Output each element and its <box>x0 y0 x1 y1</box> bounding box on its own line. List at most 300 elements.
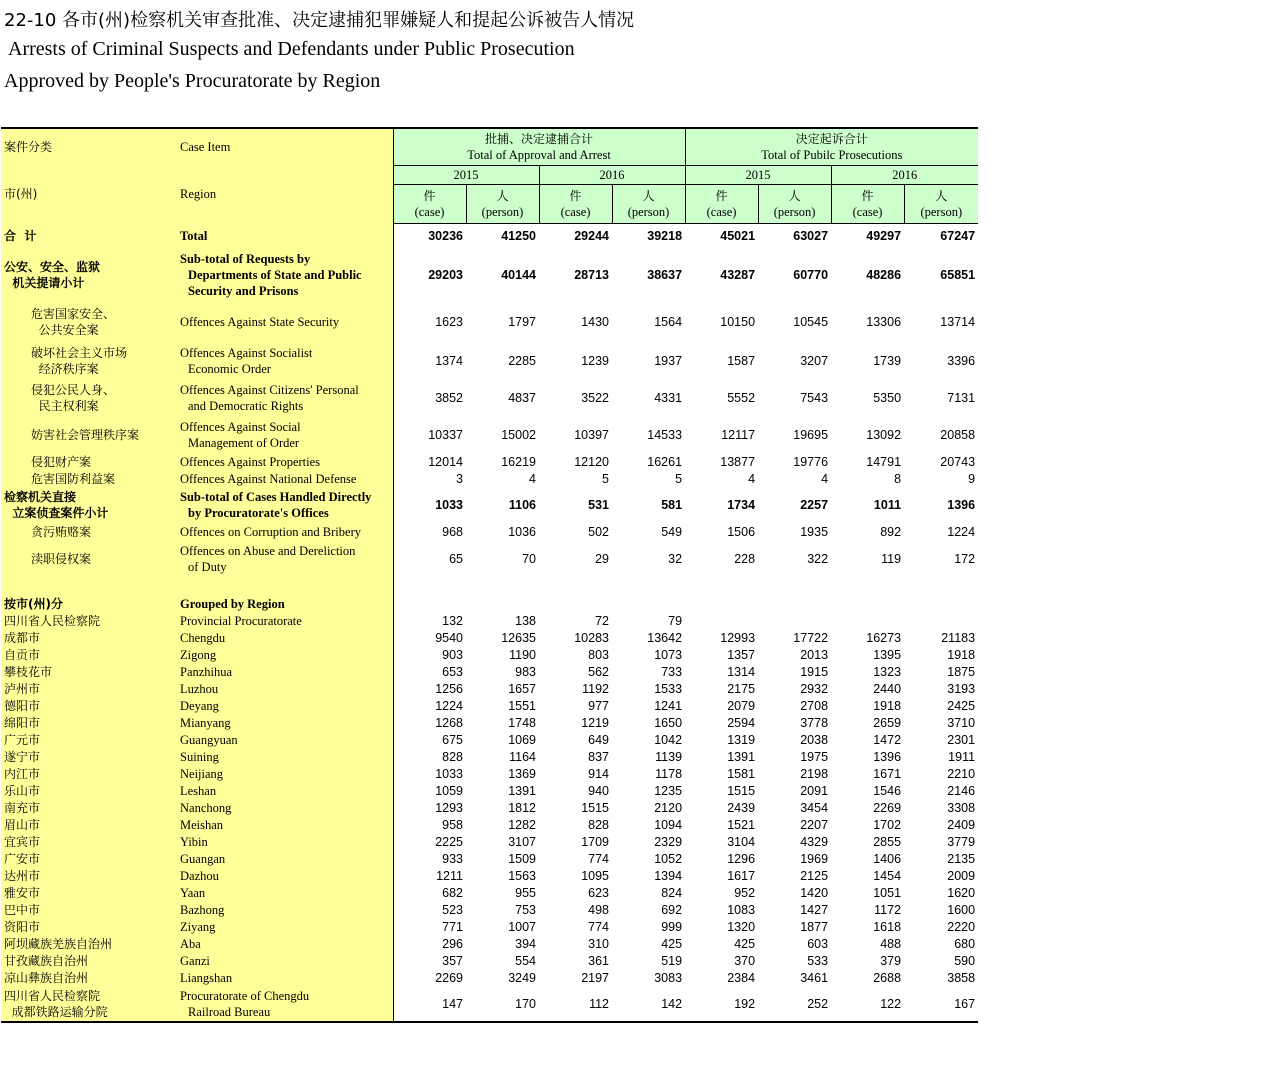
row-value: 2125 <box>800 868 829 883</box>
table-row <box>1 952 978 969</box>
row-label-zh: 破坏社会主义市场 经济秩序案 <box>1 342 177 379</box>
row-label-zh: 资阳市 <box>1 918 177 935</box>
row-value: 170 <box>466 986 539 1022</box>
table-row <box>1 986 978 1022</box>
table-title-en-line2: Approved by People's Procuratorate by Region <box>4 70 381 92</box>
row-value: 20858 <box>940 427 976 442</box>
row-value <box>904 577 978 595</box>
row-value: 32 <box>668 552 683 566</box>
row-value: 1937 <box>654 353 683 368</box>
row-value: 1427 <box>800 902 829 917</box>
row-label-zh: 内江市 <box>1 765 177 782</box>
row-value: 933 <box>442 851 463 866</box>
row-value <box>612 595 685 612</box>
row-label-en: Deyang <box>177 697 393 714</box>
row-value: 65851 <box>940 267 976 282</box>
row-label-en: Sub-total of Cases Handled Directly by Procuratorate's Offices <box>177 487 393 523</box>
row-value: 2855 <box>873 834 902 849</box>
row-value: 968 <box>442 525 463 539</box>
row-value: 1094 <box>654 817 683 832</box>
row-value: 1935 <box>800 525 829 539</box>
row-value: 940 <box>588 783 609 798</box>
row-value: 1042 <box>654 732 683 747</box>
row-label-zh: 合 计 <box>1 223 177 248</box>
table-row <box>1 918 978 935</box>
row-label-zh: 宜宾市 <box>1 833 177 850</box>
row-value: 2091 <box>800 783 829 798</box>
row-label-zh: 巴中市 <box>1 901 177 918</box>
row-value: 8 <box>894 471 902 486</box>
row-label-en: Provincial Procuratorate <box>177 612 393 629</box>
row-value: 3710 <box>947 715 976 730</box>
row-label-en: Nanchong <box>177 799 393 816</box>
row-value: 1430 <box>581 314 609 329</box>
row-value: 1033 <box>435 766 463 781</box>
row-value: 533 <box>807 953 829 968</box>
row-value: 14791 <box>866 454 902 469</box>
row-value: 914 <box>588 766 609 781</box>
row-value: 379 <box>880 953 902 968</box>
row-value: 112 <box>539 986 612 1022</box>
row-value: 7543 <box>800 390 829 405</box>
row-value: 60770 <box>793 267 829 282</box>
row-value: 10545 <box>793 314 829 329</box>
row-value: 2120 <box>654 800 683 815</box>
row-value: 2009 <box>947 868 976 883</box>
row-value: 1600 <box>947 902 976 917</box>
row-value: 1533 <box>654 681 683 696</box>
row-value: 1509 <box>508 851 536 866</box>
header-region-en: Region <box>177 165 393 223</box>
header-unit-person: 人 (person) <box>904 184 978 223</box>
table-row <box>1 833 978 850</box>
row-label-zh: 妨害社会管理秩序案 <box>1 416 177 453</box>
row-value: 20743 <box>940 454 976 469</box>
row-value: 2225 <box>435 834 463 849</box>
row-label-zh: 侵犯财产案 <box>1 453 177 470</box>
row-value: 1323 <box>873 664 902 679</box>
row-value: 1472 <box>873 732 902 747</box>
row-value: 771 <box>442 919 463 934</box>
table-row <box>1 901 978 918</box>
row-value: 14533 <box>647 427 683 442</box>
row-label-en: Dazhou <box>177 867 393 884</box>
table-row <box>1 935 978 952</box>
row-value: 394 <box>515 936 536 951</box>
table-row <box>1 416 978 453</box>
table-row <box>1 782 978 799</box>
row-value: 2384 <box>727 970 756 985</box>
row-value: 562 <box>588 664 609 679</box>
row-label-zh <box>1 577 177 595</box>
row-value: 1650 <box>654 715 683 730</box>
row-label-en: Neijiang <box>177 765 393 782</box>
row-value: 1581 <box>727 766 756 781</box>
row-value: 1192 <box>582 681 609 696</box>
header-year-2015-prosecution: 2015 <box>685 165 831 184</box>
row-value: 1033 <box>435 498 463 512</box>
row-value: 322 <box>807 552 829 566</box>
table-row <box>1 748 978 765</box>
row-label-en: Meishan <box>177 816 393 833</box>
row-label-en: Suining <box>177 748 393 765</box>
table-row <box>1 223 978 248</box>
row-value: 2440 <box>873 681 902 696</box>
row-value: 1546 <box>873 783 902 798</box>
row-value <box>904 595 978 612</box>
row-value: 9540 <box>435 630 463 645</box>
row-value: 1396 <box>873 749 902 764</box>
header-unit-case: 件 (case) <box>539 184 612 223</box>
row-value: 49297 <box>866 228 902 243</box>
row-value <box>685 595 758 612</box>
table-row <box>1 816 978 833</box>
row-value: 3461 <box>800 970 829 985</box>
row-value: 3083 <box>654 970 683 985</box>
row-label-en: Procuratorate of Chengdu Railroad Bureau <box>177 986 393 1022</box>
row-value: 5552 <box>727 390 756 405</box>
row-value: 2425 <box>947 698 976 713</box>
row-value: 680 <box>954 936 976 951</box>
row-value: 2688 <box>873 970 902 985</box>
row-label-zh: 眉山市 <box>1 816 177 833</box>
row-value: 1059 <box>435 783 463 798</box>
table-title-en-line1: Arrests of Criminal Suspects and Defendants under Public Prosecution <box>8 38 575 60</box>
row-value: 828 <box>442 749 463 764</box>
row-label-zh: 四川省人民检察院 成都铁路运输分院 <box>1 986 177 1022</box>
table-row <box>1 487 978 523</box>
row-value: 1073 <box>654 647 683 662</box>
row-value: 13642 <box>647 630 683 645</box>
row-value <box>758 612 831 629</box>
header-unit-person: 人 (person) <box>612 184 685 223</box>
row-value: 837 <box>588 749 609 764</box>
row-label-zh: 四川省人民检察院 <box>1 612 177 629</box>
row-label-zh: 成都市 <box>1 629 177 646</box>
row-value: 13306 <box>866 314 902 329</box>
row-label-en: Offences on Abuse and Dereliction of Duty <box>177 541 393 577</box>
row-value: 5 <box>602 471 609 486</box>
row-value: 252 <box>758 986 831 1022</box>
row-value: 1268 <box>435 715 463 730</box>
table-row <box>1 714 978 731</box>
row-value: 167 <box>904 986 978 1022</box>
row-value: 1296 <box>727 851 756 866</box>
row-value: 29 <box>595 552 609 566</box>
row-value: 824 <box>661 885 683 900</box>
table-row <box>1 629 978 646</box>
table-row <box>1 523 978 541</box>
row-label-zh: 危害国防利益案 <box>1 470 177 487</box>
row-value: 1515 <box>581 800 609 815</box>
row-label-en: Offences on Corruption and Bribery <box>177 523 393 541</box>
row-value: 13092 <box>866 427 902 442</box>
row-value: 1454 <box>873 868 902 883</box>
row-value: 3193 <box>947 681 976 696</box>
row-value: 774 <box>588 919 609 934</box>
row-value: 30236 <box>428 228 463 243</box>
row-label-zh: 绵阳市 <box>1 714 177 731</box>
row-value: 2439 <box>727 800 756 815</box>
row-value: 132 <box>442 613 463 628</box>
row-value: 172 <box>954 552 976 566</box>
row-value: 1657 <box>508 681 536 696</box>
row-value: 16219 <box>501 454 536 469</box>
row-value: 10150 <box>720 314 756 329</box>
row-value: 28713 <box>574 267 609 282</box>
row-value: 1164 <box>509 749 536 764</box>
row-value: 1235 <box>654 783 683 798</box>
row-value: 892 <box>880 525 902 539</box>
row-value: 29203 <box>428 267 463 282</box>
row-value: 1618 <box>873 919 902 934</box>
row-value: 519 <box>661 953 683 968</box>
row-value: 590 <box>954 953 976 968</box>
header-case-item-zh: 案件分类 <box>1 128 177 165</box>
row-value: 1178 <box>655 766 683 781</box>
row-value: 999 <box>661 919 683 934</box>
table-row <box>1 850 978 867</box>
row-value: 1911 <box>948 749 976 764</box>
row-value: 1282 <box>508 817 536 832</box>
header-unit-case: 件 (case) <box>685 184 758 223</box>
row-value: 1420 <box>800 885 829 900</box>
row-value: 4837 <box>508 390 536 405</box>
row-value: 1969 <box>800 851 829 866</box>
row-value: 1406 <box>873 851 902 866</box>
row-value <box>466 595 539 612</box>
row-value: 2135 <box>947 851 976 866</box>
row-label-zh: 凉山彝族自治州 <box>1 969 177 986</box>
row-label-en: Offences Against National Defense <box>177 470 393 487</box>
row-value: 10283 <box>574 630 609 645</box>
row-label-zh: 遂宁市 <box>1 748 177 765</box>
header-group-arrest-zh: 批捕、决定逮捕合计 <box>485 131 594 146</box>
row-value: 1521 <box>727 817 756 832</box>
row-value: 1623 <box>435 314 463 329</box>
row-value: 5350 <box>873 390 902 405</box>
row-value: 12993 <box>720 630 756 645</box>
row-value: 1293 <box>435 800 463 815</box>
row-value: 228 <box>734 552 756 566</box>
table-row <box>1 697 978 714</box>
row-label-en: Offences Against Socialist Economic Order <box>177 342 393 379</box>
table-row <box>1 301 978 342</box>
row-label-zh: 德阳市 <box>1 697 177 714</box>
row-value: 1224 <box>947 525 976 539</box>
row-label-en: Offences Against Social Management of Order <box>177 416 393 453</box>
row-value: 13714 <box>940 314 976 329</box>
row-label-en: Yibin <box>177 833 393 850</box>
row-value: 29244 <box>574 228 609 243</box>
row-value: 2079 <box>727 698 756 713</box>
row-value: 1320 <box>727 919 756 934</box>
row-value: 63027 <box>793 228 829 243</box>
row-value: 1052 <box>654 851 683 866</box>
row-value: 531 <box>588 498 609 512</box>
row-value: 488 <box>880 936 902 951</box>
row-label-zh: 危害国家安全、 公共安全案 <box>1 301 177 342</box>
row-value: 3104 <box>727 834 756 849</box>
row-label-en: Offences Against State Security <box>177 301 393 342</box>
row-value: 43287 <box>720 267 756 282</box>
row-label-zh: 渎职侵权案 <box>1 541 177 577</box>
row-value: 955 <box>515 885 536 900</box>
row-value: 4 <box>821 471 829 486</box>
row-label-zh: 乐山市 <box>1 782 177 799</box>
row-value: 1069 <box>508 732 536 747</box>
row-value <box>685 577 758 595</box>
row-value: 12117 <box>721 427 756 442</box>
row-value: 39218 <box>647 228 683 243</box>
row-value: 1918 <box>873 698 902 713</box>
row-value: 296 <box>442 936 463 951</box>
row-label-en <box>177 577 393 595</box>
table-header <box>1 128 978 223</box>
row-value: 1734 <box>727 498 756 512</box>
row-value: 2175 <box>727 681 756 696</box>
row-value: 370 <box>734 953 756 968</box>
row-label-en: Ganzi <box>177 952 393 969</box>
row-value: 4 <box>529 471 536 486</box>
row-value: 1617 <box>727 868 756 883</box>
row-label-en: Zigong <box>177 646 393 663</box>
row-value: 1391 <box>727 749 756 764</box>
table-row <box>1 379 978 416</box>
row-value: 119 <box>881 552 902 566</box>
row-value: 903 <box>442 647 463 662</box>
row-value: 1915 <box>800 664 829 679</box>
row-value: 45021 <box>720 228 756 243</box>
header-year-2015-arrest: 2015 <box>393 165 539 184</box>
row-value: 952 <box>734 885 756 900</box>
row-value <box>831 577 904 595</box>
row-label-zh: 广元市 <box>1 731 177 748</box>
table-row <box>1 577 978 595</box>
row-value: 2197 <box>581 970 609 985</box>
row-value: 502 <box>588 525 609 539</box>
row-value: 3852 <box>435 390 463 405</box>
row-value: 1007 <box>508 919 536 934</box>
row-value: 2146 <box>947 783 976 798</box>
row-value: 70 <box>522 552 536 566</box>
row-value: 72 <box>595 613 609 628</box>
row-value: 2210 <box>947 766 976 781</box>
row-value <box>831 595 904 612</box>
row-value: 19695 <box>793 427 829 442</box>
table-row <box>1 453 978 470</box>
row-value: 1396 <box>947 498 976 512</box>
row-value: 2329 <box>654 834 683 849</box>
row-value: 3 <box>456 471 463 486</box>
row-value <box>904 612 978 629</box>
row-value: 65 <box>449 552 463 566</box>
table-row <box>1 680 978 697</box>
row-value <box>393 595 466 612</box>
row-value <box>758 577 831 595</box>
row-label-en: Yaan <box>177 884 393 901</box>
row-value: 682 <box>442 885 463 900</box>
table-row <box>1 595 978 612</box>
row-value: 1106 <box>508 498 536 512</box>
row-label-zh: 达州市 <box>1 867 177 884</box>
row-value: 2285 <box>508 353 536 368</box>
header-unit-case: 件 (case) <box>831 184 904 223</box>
row-value <box>685 612 758 629</box>
row-value: 1391 <box>508 783 536 798</box>
row-value: 425 <box>661 936 683 951</box>
row-value: 2932 <box>800 681 829 696</box>
table-title-zh: 22-10 各市(州)检察机关审查批准、决定逮捕犯罪嫌疑人和提起公诉被告人情况 <box>4 10 635 31</box>
table-row <box>1 765 978 782</box>
row-label-en: Sub-total of Requests by Departments of State and Public Security and Prisons <box>177 248 393 301</box>
header-group-prosecution-zh: 决定起诉合计 <box>795 131 868 146</box>
row-value: 554 <box>515 953 536 968</box>
row-value: 16261 <box>647 454 683 469</box>
row-value: 3779 <box>947 834 976 849</box>
row-value: 12014 <box>428 454 463 469</box>
table-row <box>1 663 978 680</box>
header-unit-person: 人 (person) <box>758 184 831 223</box>
row-value: 1314 <box>727 664 756 679</box>
row-label-zh: 公安、安全、监狱 机关提请小计 <box>1 248 177 301</box>
table-row <box>1 884 978 901</box>
row-value: 5 <box>675 471 683 486</box>
row-label-zh: 阿坝藏族羌族自治州 <box>1 935 177 952</box>
row-value: 828 <box>588 817 609 832</box>
row-value: 1241 <box>654 698 683 713</box>
row-value: 1011 <box>873 498 902 512</box>
row-value: 7131 <box>947 390 976 405</box>
row-value: 12120 <box>574 454 609 469</box>
row-value: 1739 <box>873 353 902 368</box>
row-value: 67247 <box>940 228 976 243</box>
row-value: 48286 <box>866 267 902 282</box>
row-label-zh: 泸州市 <box>1 680 177 697</box>
row-value: 310 <box>588 936 609 951</box>
row-value: 1564 <box>654 314 683 329</box>
row-label-zh: 检察机关直接 立案侦查案件小计 <box>1 487 177 523</box>
row-value: 1395 <box>873 647 902 662</box>
row-value: 15002 <box>501 427 536 442</box>
row-value: 2257 <box>800 498 829 512</box>
row-label-en: Aba <box>177 935 393 952</box>
row-value: 3454 <box>800 800 829 815</box>
header-group-prosecution-en: Total of Pubilc Prosecutions <box>761 147 903 162</box>
row-value: 1374 <box>435 353 463 368</box>
row-value: 1357 <box>727 647 756 662</box>
row-value: 1877 <box>800 919 829 934</box>
row-value: 1620 <box>947 885 976 900</box>
row-label-zh: 甘孜藏族自治州 <box>1 952 177 969</box>
row-value: 1051 <box>873 885 902 900</box>
row-value: 2269 <box>873 800 902 815</box>
row-label-zh: 侵犯公民人身、 民主权利案 <box>1 379 177 416</box>
row-value: 1394 <box>654 868 683 883</box>
row-value: 803 <box>588 647 609 662</box>
row-value: 12635 <box>501 630 536 645</box>
row-value: 1083 <box>727 902 756 917</box>
row-value: 1211 <box>436 868 463 883</box>
row-value: 2594 <box>727 715 756 730</box>
row-label-zh: 南充市 <box>1 799 177 816</box>
row-value: 1515 <box>727 783 756 798</box>
table-body <box>1 223 978 1022</box>
row-value: 1709 <box>581 834 609 849</box>
row-value: 498 <box>588 902 609 917</box>
row-value: 138 <box>515 613 536 628</box>
row-value <box>831 612 904 629</box>
